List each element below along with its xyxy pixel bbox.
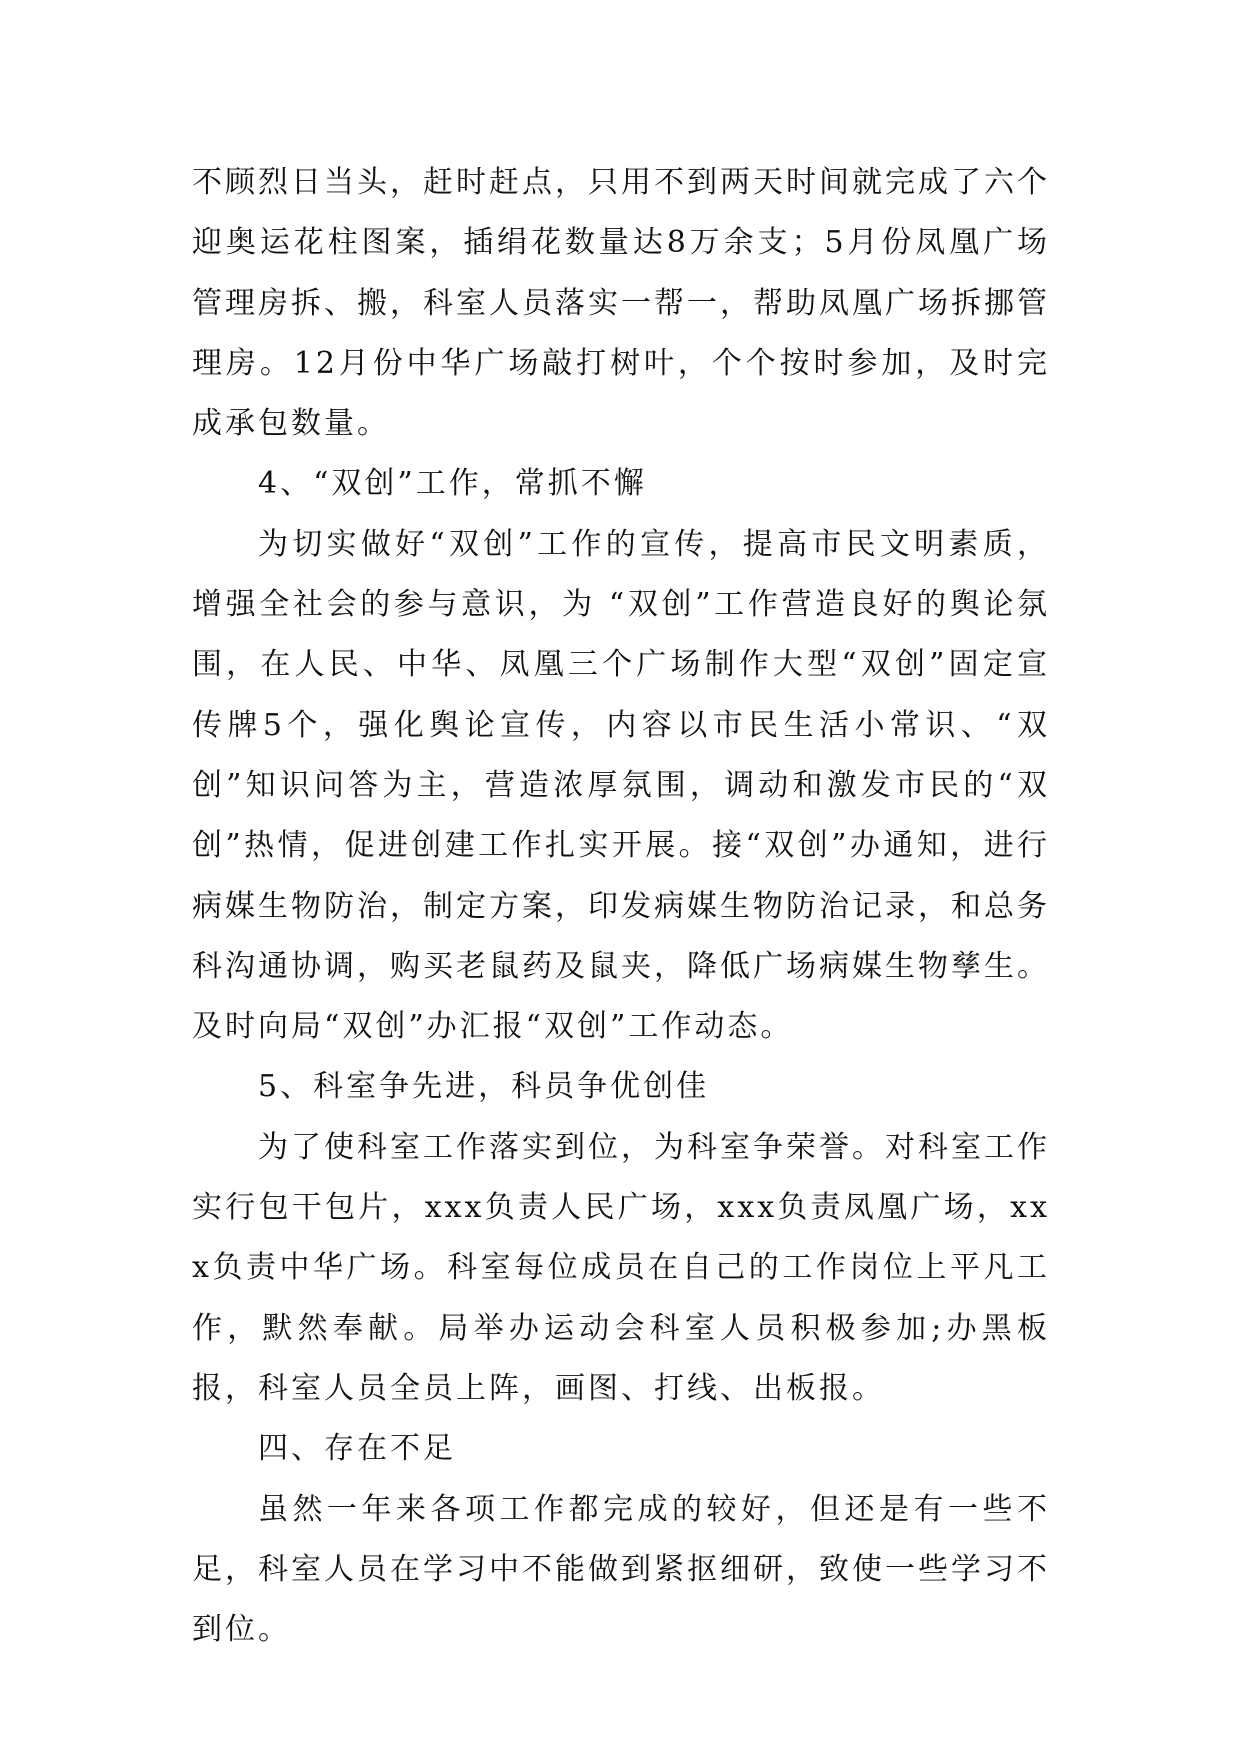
paragraph-department: 为了使科室工作落实到位，为科室争荣誉。对科室工作实行包干包片，xxx负责人民广场，xxx负责凤凰广场，xxx负责中华广场。科室每位成员在自己的工作岗位上平凡工作，默然奉献。局举办运动会科室人员积极参加;办黑板报，科室人员全员上阵，画图、打线、出板报。	[192, 1129, 1050, 1406]
section-heading-4: 4、“双创”工作，常抓不懈	[258, 466, 647, 502]
section-heading-shortcomings: 四、存在不足	[258, 1431, 456, 1467]
paragraph-continued: 不顾烈日当头，赶时赶点，只用不到两天时间就完成了六个迎奥运花柱图案，插绢花数量达8万余支；5月份凤凰广场管理房拆、搬，科室人员落实一帮一，帮助凤凰广场拆挪管理房。12月份中华广场敲打树叶，个个按时参加，及时完成承包数量。	[192, 165, 1050, 442]
section-heading-5: 5、科室争先进，科员争优创佳	[258, 1069, 710, 1105]
paragraph-shortcomings: 虽然一年来各项工作都完成的较好，但还是有一些不足，科室人员在学习中不能做到紧抠细研，致使一些学习不到位。	[192, 1491, 1050, 1648]
document-body	[192, 153, 1050, 1660]
paragraph-shuangchuang: 为切实做好“双创”工作的宣传，提高市民文明素质，增强全社会的参与意识，为 “双创”工作营造良好的舆论氛围，在人民、中华、凤凰三个广场制作大型“双创”固定宣传牌5个，强化舆论宣传，内容以市民生活小常识、“双创”知识问答为主，营造浓厚氛围，调动和激发市民的“双创”热情，促进创建工作扎实开展。接“双创”办通知，进行病媒生物防治，制定方案，印发病媒生物防治记录，和总务科沟通协调，购买老鼠药及鼠夹，降低广场病媒生物孳生。及时向局“双创”办汇报“双创”工作动态。	[192, 526, 1050, 1045]
